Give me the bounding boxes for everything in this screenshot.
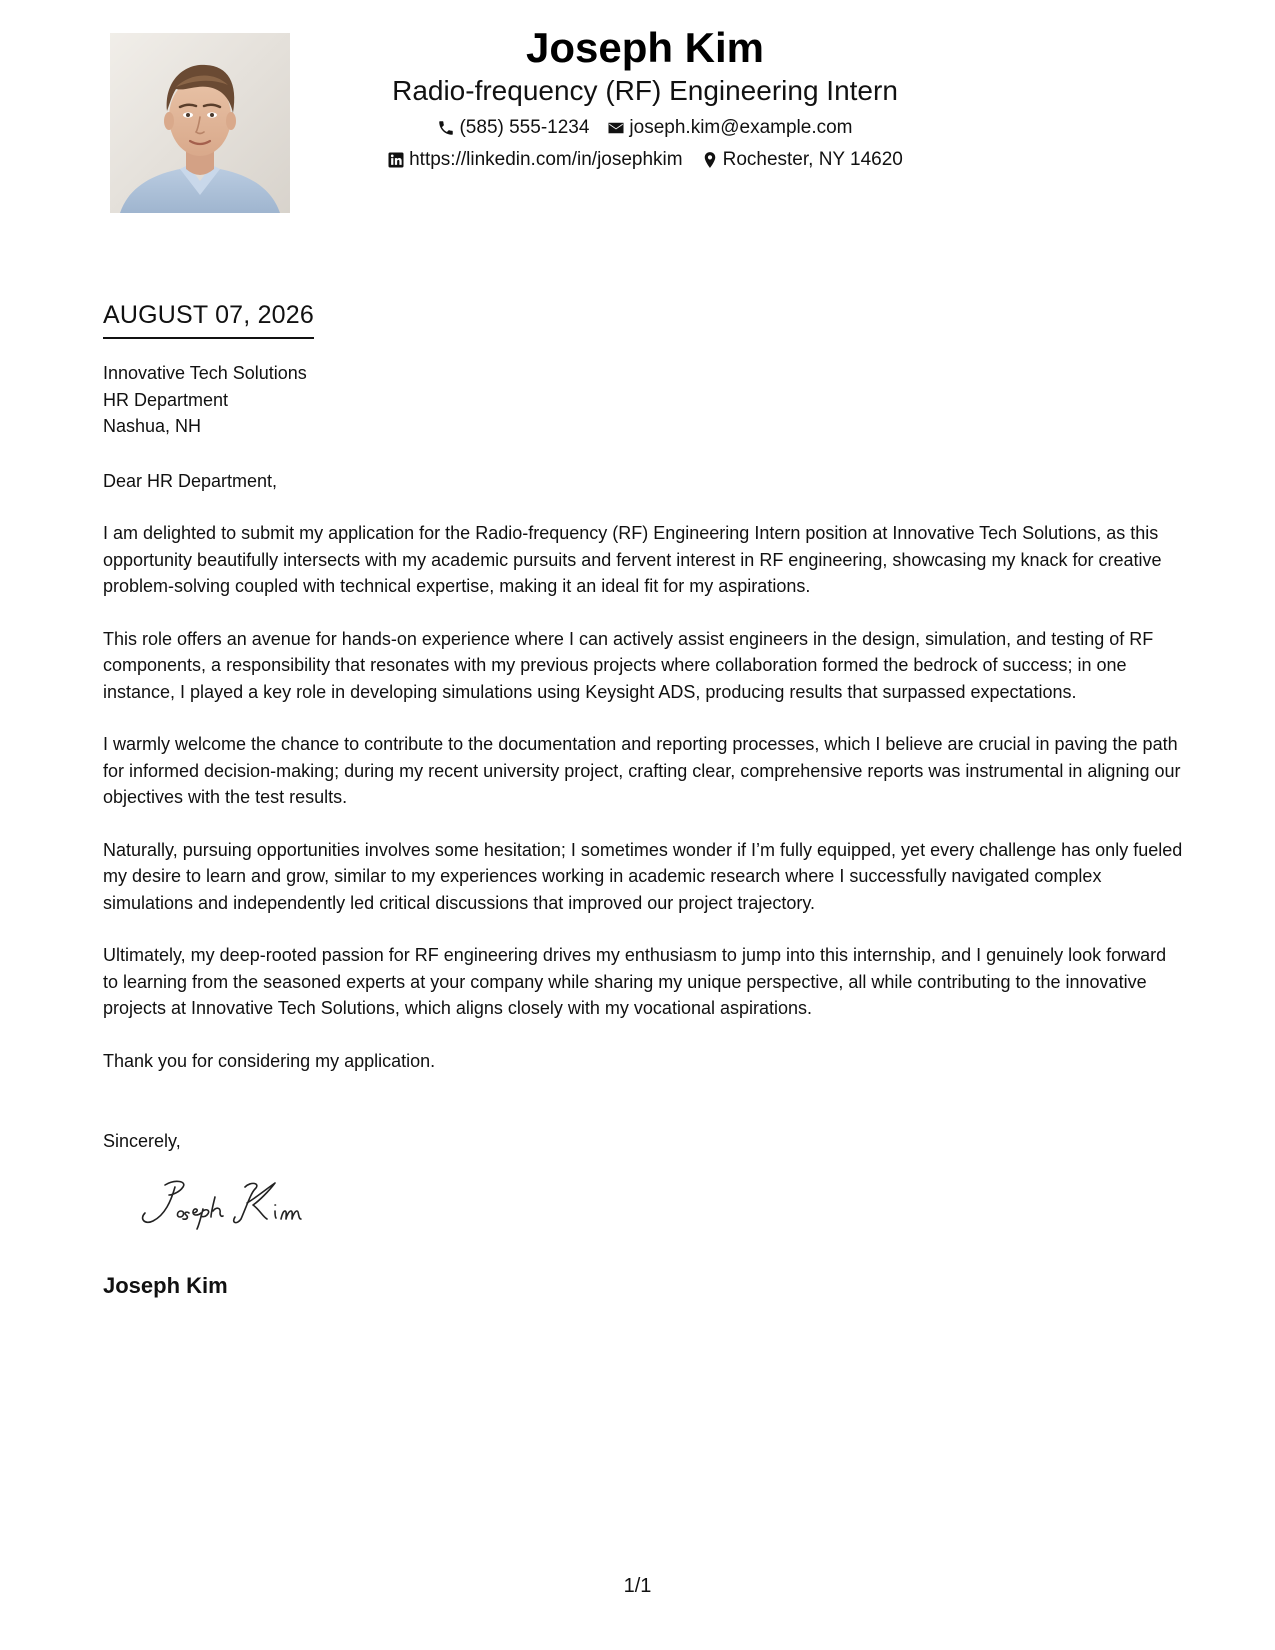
linkedin-text: https://linkedin.com/in/josephkim bbox=[409, 149, 683, 170]
contact-email[interactable] bbox=[607, 116, 852, 140]
salutation: Dear HR Department, bbox=[103, 470, 278, 491]
contact-row-2 bbox=[340, 148, 950, 172]
signer-name: Joseph Kim bbox=[103, 1273, 228, 1298]
contact-row-1 bbox=[340, 116, 950, 140]
thanks-line: Thank you for considering my application. bbox=[103, 1050, 436, 1071]
contact-location bbox=[701, 148, 903, 172]
location-text: Rochester, NY 14620 bbox=[722, 149, 903, 170]
closing: Sincerely, bbox=[103, 1131, 181, 1151]
paragraph-4: Naturally, pursuing opportunities involves some hesitation; I sometimes wonder if I’m fully equipped, yet every challenge has only fueled my desire to learn and grow, similar to my experiences working in academic research where I successfully navigated complex simulations and independently led critical discussions that improved our project trajectory. bbox=[103, 839, 1183, 913]
applicant-name: Joseph Kim bbox=[525, 24, 765, 71]
contact-phone[interactable] bbox=[437, 116, 589, 140]
paragraph-1: I am delighted to submit my application for the Radio-frequency (RF) Engineering Intern position at Innovative Tech Solutions, as this opportunity beautifully intersects with my academic pursuits and fervent interest in RF engineering, showcasing my knack for creative problem-solving coupled with technical expertise, making it an ideal fit for my aspirations. bbox=[103, 523, 1162, 596]
linkedin-icon bbox=[387, 151, 405, 169]
header bbox=[340, 22, 950, 172]
paragraph-2: This role offers an avenue for hands-on experience where I can actively assist engineers in the design, simulation, and testing of RF components, a responsibility that resonates with my previous projects where collaboration formed the bedrock of success; in one instance, I played a key role in developing simulations using Keysight ADS, producing results that surpassed expectations. bbox=[103, 628, 1154, 702]
contact-linkedin[interactable] bbox=[387, 148, 683, 172]
phone-icon bbox=[437, 119, 455, 137]
envelope-icon bbox=[607, 119, 625, 137]
recipient-company: Innovative Tech Solutions bbox=[103, 363, 307, 383]
recipient-department: HR Department bbox=[103, 389, 229, 410]
letter-body bbox=[103, 360, 1183, 1074]
recipient-address bbox=[103, 360, 1183, 440]
job-title: Radio-frequency (RF) Engineering Intern bbox=[392, 75, 898, 106]
letter-date: AUGUST 07, 2026 bbox=[103, 299, 314, 339]
date-block bbox=[103, 299, 314, 339]
recipient-city: Nashua, NH bbox=[103, 416, 202, 436]
email-text: joseph.kim@example.com bbox=[629, 117, 853, 138]
map-pin-icon bbox=[701, 151, 719, 169]
signature-image bbox=[135, 1175, 335, 1235]
paragraph-3: I warmly welcome the chance to contribute to the documentation and reporting processes, which I believe are crucial in paving the path for informed decision-making; during my recent university project, crafting clear, comprehensive reports was instrumental in aligning our objectives with the test results. bbox=[103, 734, 1181, 807]
profile-photo bbox=[110, 33, 290, 213]
paragraph-5: Ultimately, my deep-rooted passion for RF engineering drives my enthusiasm to jump into this internship, and I genuinely look forward to learning from the seasoned experts at your company while sharing my unique perspective, all while contributing to the innovative projects at Innovative Tech Solutions, which aligns closely with my vocational aspirations. bbox=[103, 945, 1167, 1018]
phone-text: (585) 555-1234 bbox=[459, 117, 590, 138]
page-number: 1/1 bbox=[623, 1575, 652, 1597]
